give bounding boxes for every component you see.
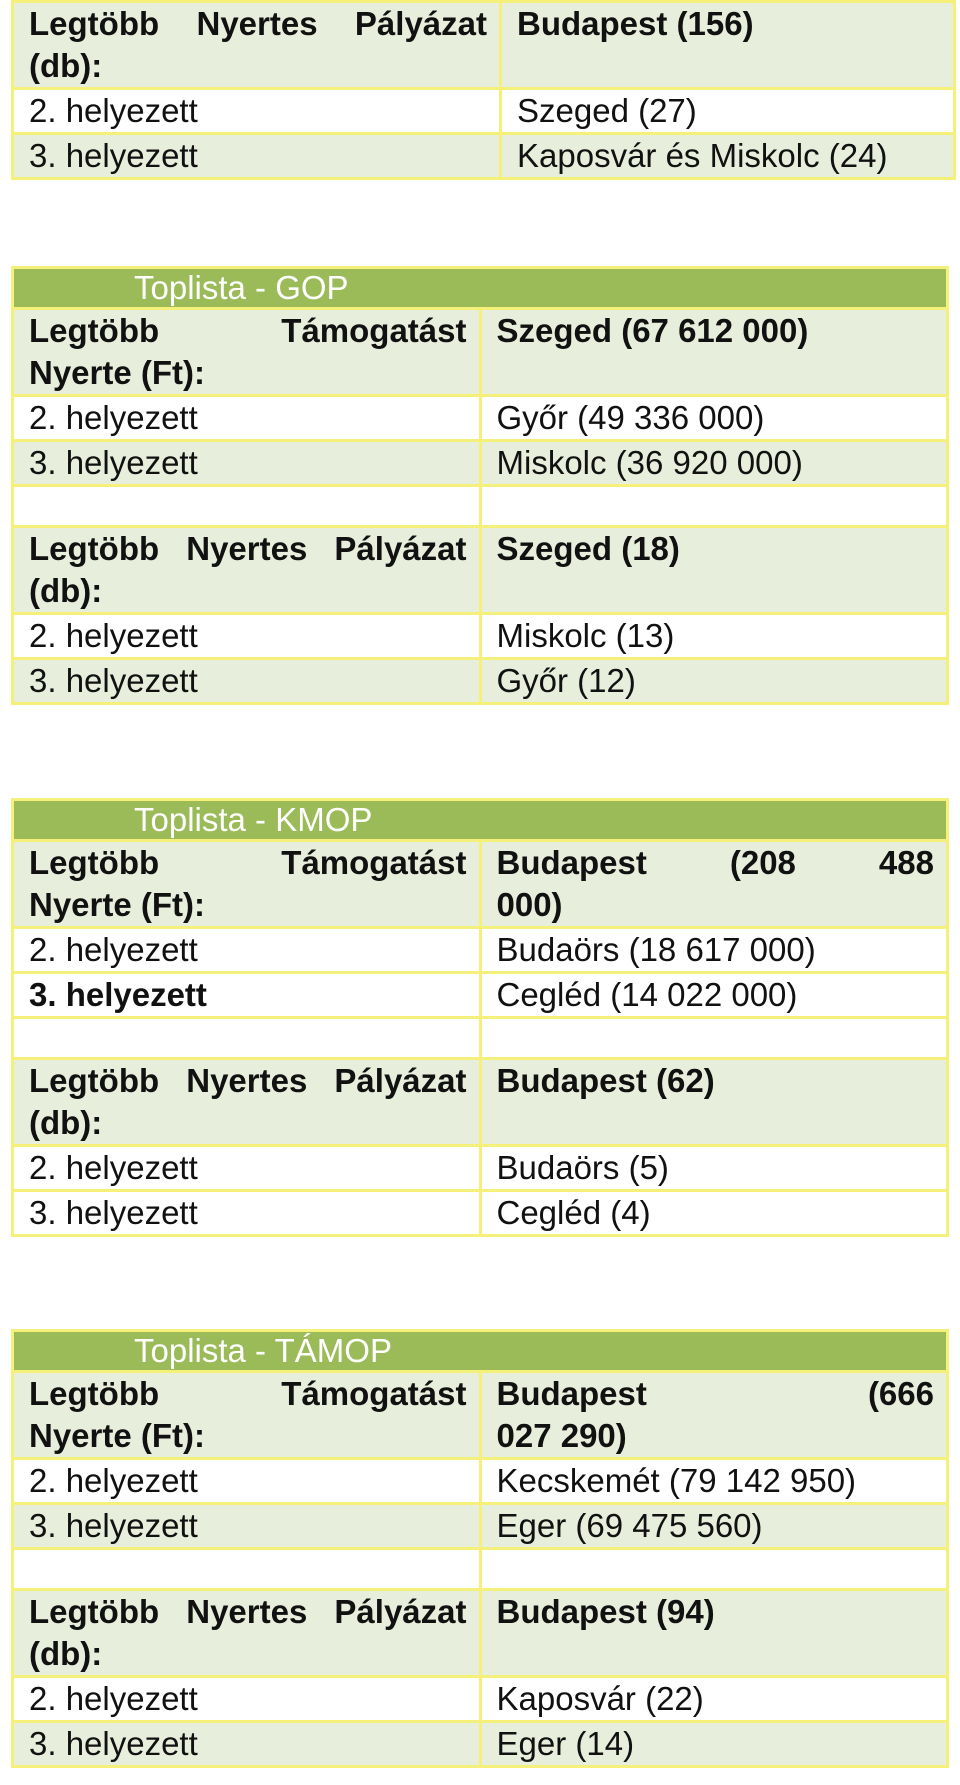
second-place-value: Budaörs (5)	[480, 1146, 948, 1191]
third-place-value: Miskolc (36 920 000)	[480, 441, 948, 486]
table-row	[13, 441, 948, 486]
gop-ranking-table	[11, 266, 949, 705]
second-place-label: 2. helyezett	[13, 614, 481, 659]
label-word: Legtöbb	[29, 530, 160, 567]
second-place-label: 2. helyezett	[13, 1459, 481, 1504]
most-wins-value: Budapest (156)	[501, 2, 955, 89]
second-place-value: Győr (49 336 000)	[480, 396, 948, 441]
second-place-label: 2. helyezett	[13, 1677, 481, 1722]
spacer-row	[13, 486, 948, 527]
most-wins-value: Szeged (18)	[480, 527, 948, 614]
table-header	[13, 268, 948, 309]
most-support-label: Legtöbb Támogatást Nyerte (Ft):	[13, 841, 481, 928]
table-row	[13, 1059, 948, 1146]
second-place-value: Kaposvár (22)	[480, 1677, 948, 1722]
label-word: Nyertes	[186, 1062, 308, 1099]
most-wins-label: Legtöbb Nyertes Pályázat (db):	[13, 2, 501, 89]
third-place-label: 3. helyezett	[13, 973, 481, 1018]
spacer-row	[13, 1549, 948, 1590]
table-row	[13, 1677, 948, 1722]
second-place-label: 2. helyezett	[13, 1146, 481, 1191]
table-row	[13, 1504, 948, 1549]
second-place-label: 2. helyezett	[13, 928, 481, 973]
table-header	[13, 800, 948, 841]
table-row	[13, 89, 955, 134]
most-support-label: Legtöbb Támogatást Nyerte (Ft):	[13, 309, 481, 396]
third-place-value: Eger (69 475 560)	[480, 1504, 948, 1549]
table-row	[13, 527, 948, 614]
third-place-value: Kaposvár és Miskolc (24)	[501, 134, 955, 179]
table-row	[13, 2, 955, 89]
most-support-value: Szeged (67 612 000)	[480, 309, 948, 396]
table-row	[13, 309, 948, 396]
third-place-label: 3. helyezett	[13, 1722, 481, 1767]
second-place-label: 2. helyezett	[13, 89, 501, 134]
label-word: Nyertes	[196, 5, 318, 42]
table-row	[13, 1372, 948, 1459]
label-word: Legtöbb	[29, 5, 160, 42]
most-support-label: Legtöbb Támogatást Nyerte (Ft):	[13, 1372, 481, 1459]
third-place-value: Cegléd (14 022 000)	[480, 973, 948, 1018]
table-row	[13, 1590, 948, 1677]
second-place-label: 2. helyezett	[13, 396, 481, 441]
table-row	[13, 928, 948, 973]
table-row	[13, 614, 948, 659]
second-place-value: Miskolc (13)	[480, 614, 948, 659]
label-word: Pályázat	[334, 1062, 467, 1099]
second-place-value: Szeged (27)	[501, 89, 955, 134]
most-support-value: Budapest (208 488 000)	[480, 841, 948, 928]
table-row	[13, 134, 955, 179]
table-row	[13, 1459, 948, 1504]
tamop-ranking-table	[11, 1329, 949, 1768]
label-word: Pályázat	[334, 530, 467, 567]
kmop-ranking-table	[11, 798, 949, 1237]
most-wins-value: Budapest (62)	[480, 1059, 948, 1146]
table-row	[13, 841, 948, 928]
table-row	[13, 1191, 948, 1236]
second-place-value: Budaörs (18 617 000)	[480, 928, 948, 973]
most-wins-label: Legtöbb Nyertes Pályázat (db):	[13, 527, 481, 614]
third-place-label: 3. helyezett	[13, 659, 481, 704]
table-row	[13, 396, 948, 441]
third-place-value: Cegléd (4)	[480, 1191, 948, 1236]
gop-title: Toplista - GOP	[13, 268, 948, 309]
third-place-label: 3. helyezett	[13, 1191, 481, 1236]
second-place-value: Kecskemét (79 142 950)	[480, 1459, 948, 1504]
third-place-label: 3. helyezett	[13, 1504, 481, 1549]
spacer-row	[13, 1018, 948, 1059]
label-word: Legtöbb	[29, 1593, 160, 1630]
kmop-title: Toplista - KMOP	[13, 800, 948, 841]
most-wins-value: Budapest (94)	[480, 1590, 948, 1677]
label-word: Pályázat	[354, 5, 487, 42]
tamop-title: Toplista - TÁMOP	[13, 1331, 948, 1372]
third-place-value: Eger (14)	[480, 1722, 948, 1767]
third-place-label: 3. helyezett	[13, 134, 501, 179]
top-ranking-table	[11, 0, 949, 180]
label-word: Pályázat	[334, 1593, 467, 1630]
label-word: Nyertes	[186, 1593, 308, 1630]
most-wins-label: Legtöbb Nyertes Pályázat (db):	[13, 1590, 481, 1677]
label-word: Nyertes	[186, 530, 308, 567]
table-row	[13, 1146, 948, 1191]
third-place-label: 3. helyezett	[13, 441, 481, 486]
table-header	[13, 1331, 948, 1372]
table-row	[13, 1722, 948, 1767]
table-row	[13, 973, 948, 1018]
table-row	[13, 659, 948, 704]
most-wins-label: Legtöbb Nyertes Pályázat (db):	[13, 1059, 481, 1146]
most-support-value: Budapest (666 027 290)	[480, 1372, 948, 1459]
third-place-value: Győr (12)	[480, 659, 948, 704]
label-word: Legtöbb	[29, 1062, 160, 1099]
